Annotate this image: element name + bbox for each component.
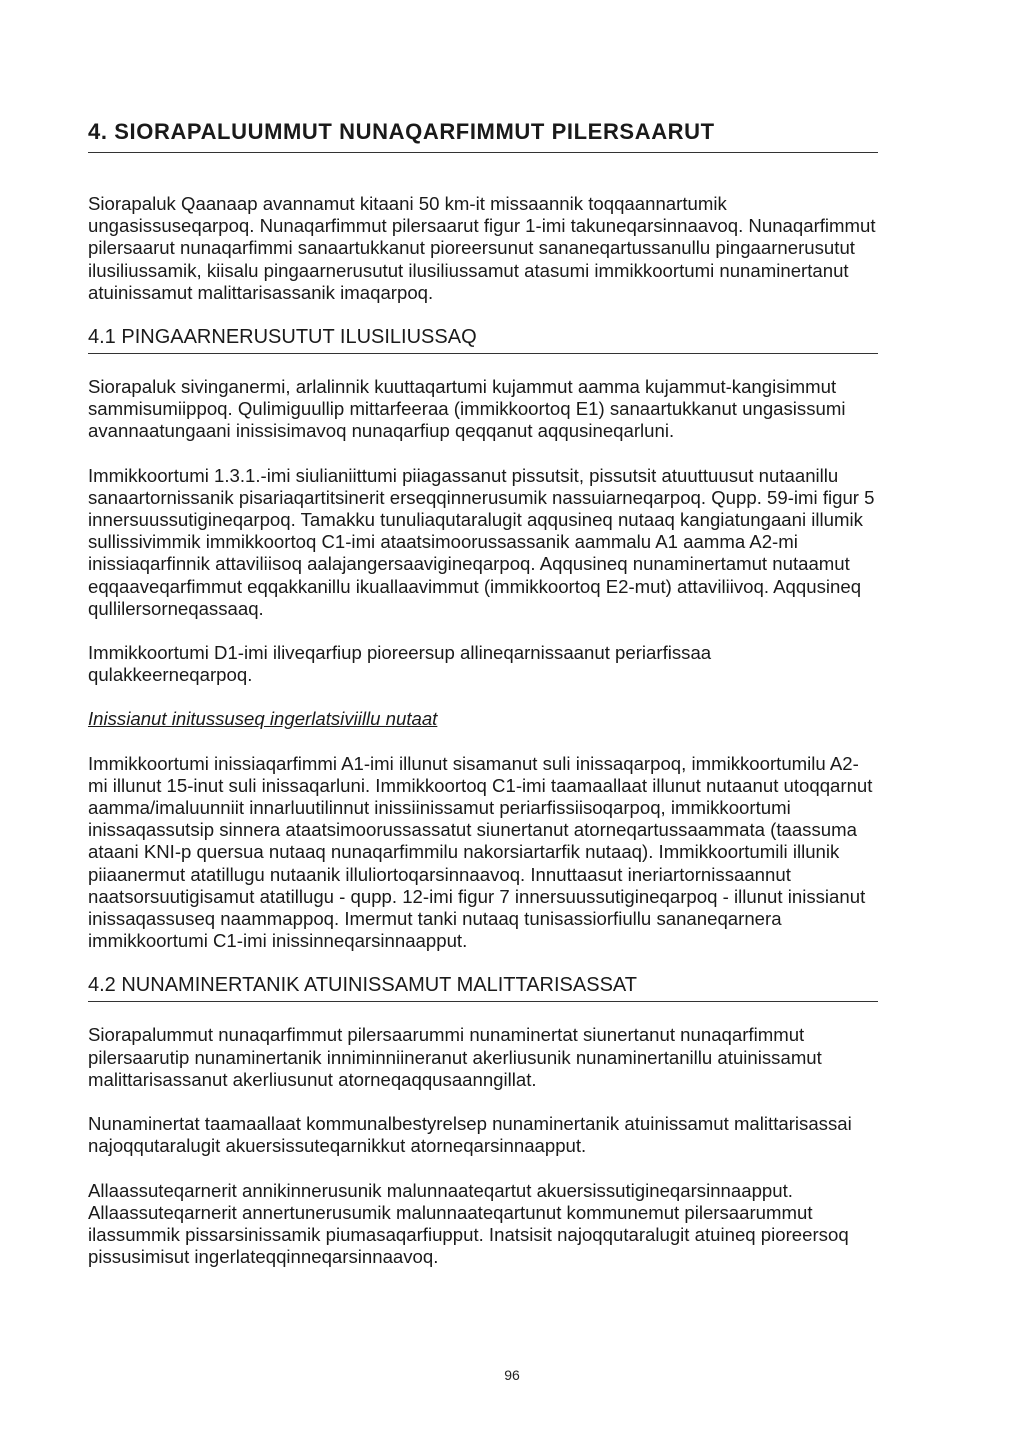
page-number: 96 [504, 1367, 520, 1383]
section-title-4-1: 4.1 PINGAARNERUSUTUT ILUSILIUSSAQ [88, 324, 878, 354]
section-4-2-paragraph-1: Siorapalummut nunaqarfimmut pilersaarummi nunaminertat siunertanut nunaqarfimmut pilersaarutip nunaminertanik inniminniineranut akerliusunik nunaminertanillu atuinissamut malittarisassanut akerliusunut atorneqaqqusaanngillat. [88, 1024, 822, 1090]
section-4-2-paragraph-3: Allaassuteqarnerit annikinnerusunik malunnaateqartut akuersissutigineqarsinnaapput. Allaassuteqarnerit annertunerusumik malunnaateqartunut kommunemut pilersaarummut ilassummik pissarsinissamik piumasaqarfiupput. Inatsisit najoqqutaralugit atuineq pioreersoq pissusimisut ingerlateqqinneqarsinnaavoq. [88, 1179, 849, 1268]
section-4-1-paragraph-3: Immikkoortumi D1-imi iliveqarfiup pioreersup allineqarnissaanut periarfissaa qulakkeerneqarpoq. [88, 642, 712, 686]
intro-paragraph: Siorapaluk Qaanaap avannamut kitaani 50 km-it missaannik toqqaannartumik ungasissuseqarpoq. Nunaqarfimmut pilersaarut figur 1-imi takuneqarsinnaavoq. Nunaqarfimmut pilersaarut nunaqarfimmi sanaartukkanut pioreersunut sananeqartussanullu pingaarnerusutut ilusiliussamik, kiisalu pingaarnerusutut ilusiliussamut atasumi immikkoortumi nunaminertanut atuinissamut malittarisassanik imaqarpoq. [88, 193, 876, 303]
section-title-4-2: 4.2 NUNAMINERTANIK ATUINISSAMUT MALITTARISASSAT [88, 972, 878, 1002]
section-4-1-paragraph-2: Immikkoortumi 1.3.1.-imi siulianiittumi piiagassanut pissutsit, pissutsit atuuttuusut nutaanillu sanaartornissanik pisariaqartitsinerit erseqqinnerusumik nassuiarneqarpoq. Qupp. 59-imi figur 5 innersuussutigineqarpoq. Tamakku tunuliaqutaralugit aqqusineq nutaaq kangiatungaani illumik sullissivimmik immikkoortoq C1-imi ataatsimoorussassanik aammalu A1 aamma A2-mi inissiaqarfinnik attaviliisoq aalajangersaavigineqarpoq. Aqqusineq nunaminertamut nutaamut eqqaaveqarfimmut eqqakkanillu ikuallaavimmut (immikkoortoq E2-mut) attaviliivoq. Aqqusineq qullilersorneqassaaq. [88, 464, 875, 619]
chapter-title: 4. SIORAPALUUMMUT NUNAQARFIMMUT PILERSAARUT [88, 118, 878, 153]
document-page [88, 118, 878, 1268]
section-4-1-paragraph-1: Siorapaluk sivinganermi, arlalinnik kuuttaqartumi kujammut aamma kujammut-kangisimmut sammisumiippoq. Qulimiguullip mittarfeeraa (immikkoortoq E1) sanaartukkanut ungasissumi avannaatungaani inissisimavoq nunaqarfiup qeqqanut aqqusineqarluni. [88, 376, 846, 442]
section-4-1-subheading: Inissianut initussuseq ingerlatsiviillu nutaat [88, 708, 438, 730]
section-4-1-paragraph-4: Immikkoortumi inissiaqarfimmi A1-imi illunut sisamanut suli inissaqarpoq, immikkoortumilu A2-mi illunut 15-inut suli inissaqarluni. Immikkoortoq C1-imi taamaallaat illunut nutaanut utoqqarnut aamma/imaluunniit innarluutilinnut inissiinissamut periarfissiisoqarpoq, immikkoortumi inissaqassutsip sinnera ataatsimoorussassatut siunertanut atorneqartussaammata (taassuma ataani KNI-p quersua nutaaq nunaqarfimmilu nakorsiartarfik nutaaq). Immikkoortumili illunik piiaanermut atatillugu nutaanik illuliortoqarsinnaavoq. Innuttaasut ineriartornissaannut naatsorsuutigisamut atatillugu - qupp. 12-imi figur 7 innersuussutigineqarpoq - illunut inissianut inissaqassuseq naammappoq. Imermut tanki nutaaq tunisassiorfiullu sananeqarnera immikkoortumi C1-imi inissinneqarsinnaapput. [88, 752, 873, 952]
section-4-2-paragraph-2: Nunaminertat taamaallaat kommunalbestyrelsep nunaminertanik atuinissamut malittarisassai najoqqutaralugit akuersissuteqarnikkut atorneqarsinnaapput. [88, 1113, 852, 1157]
